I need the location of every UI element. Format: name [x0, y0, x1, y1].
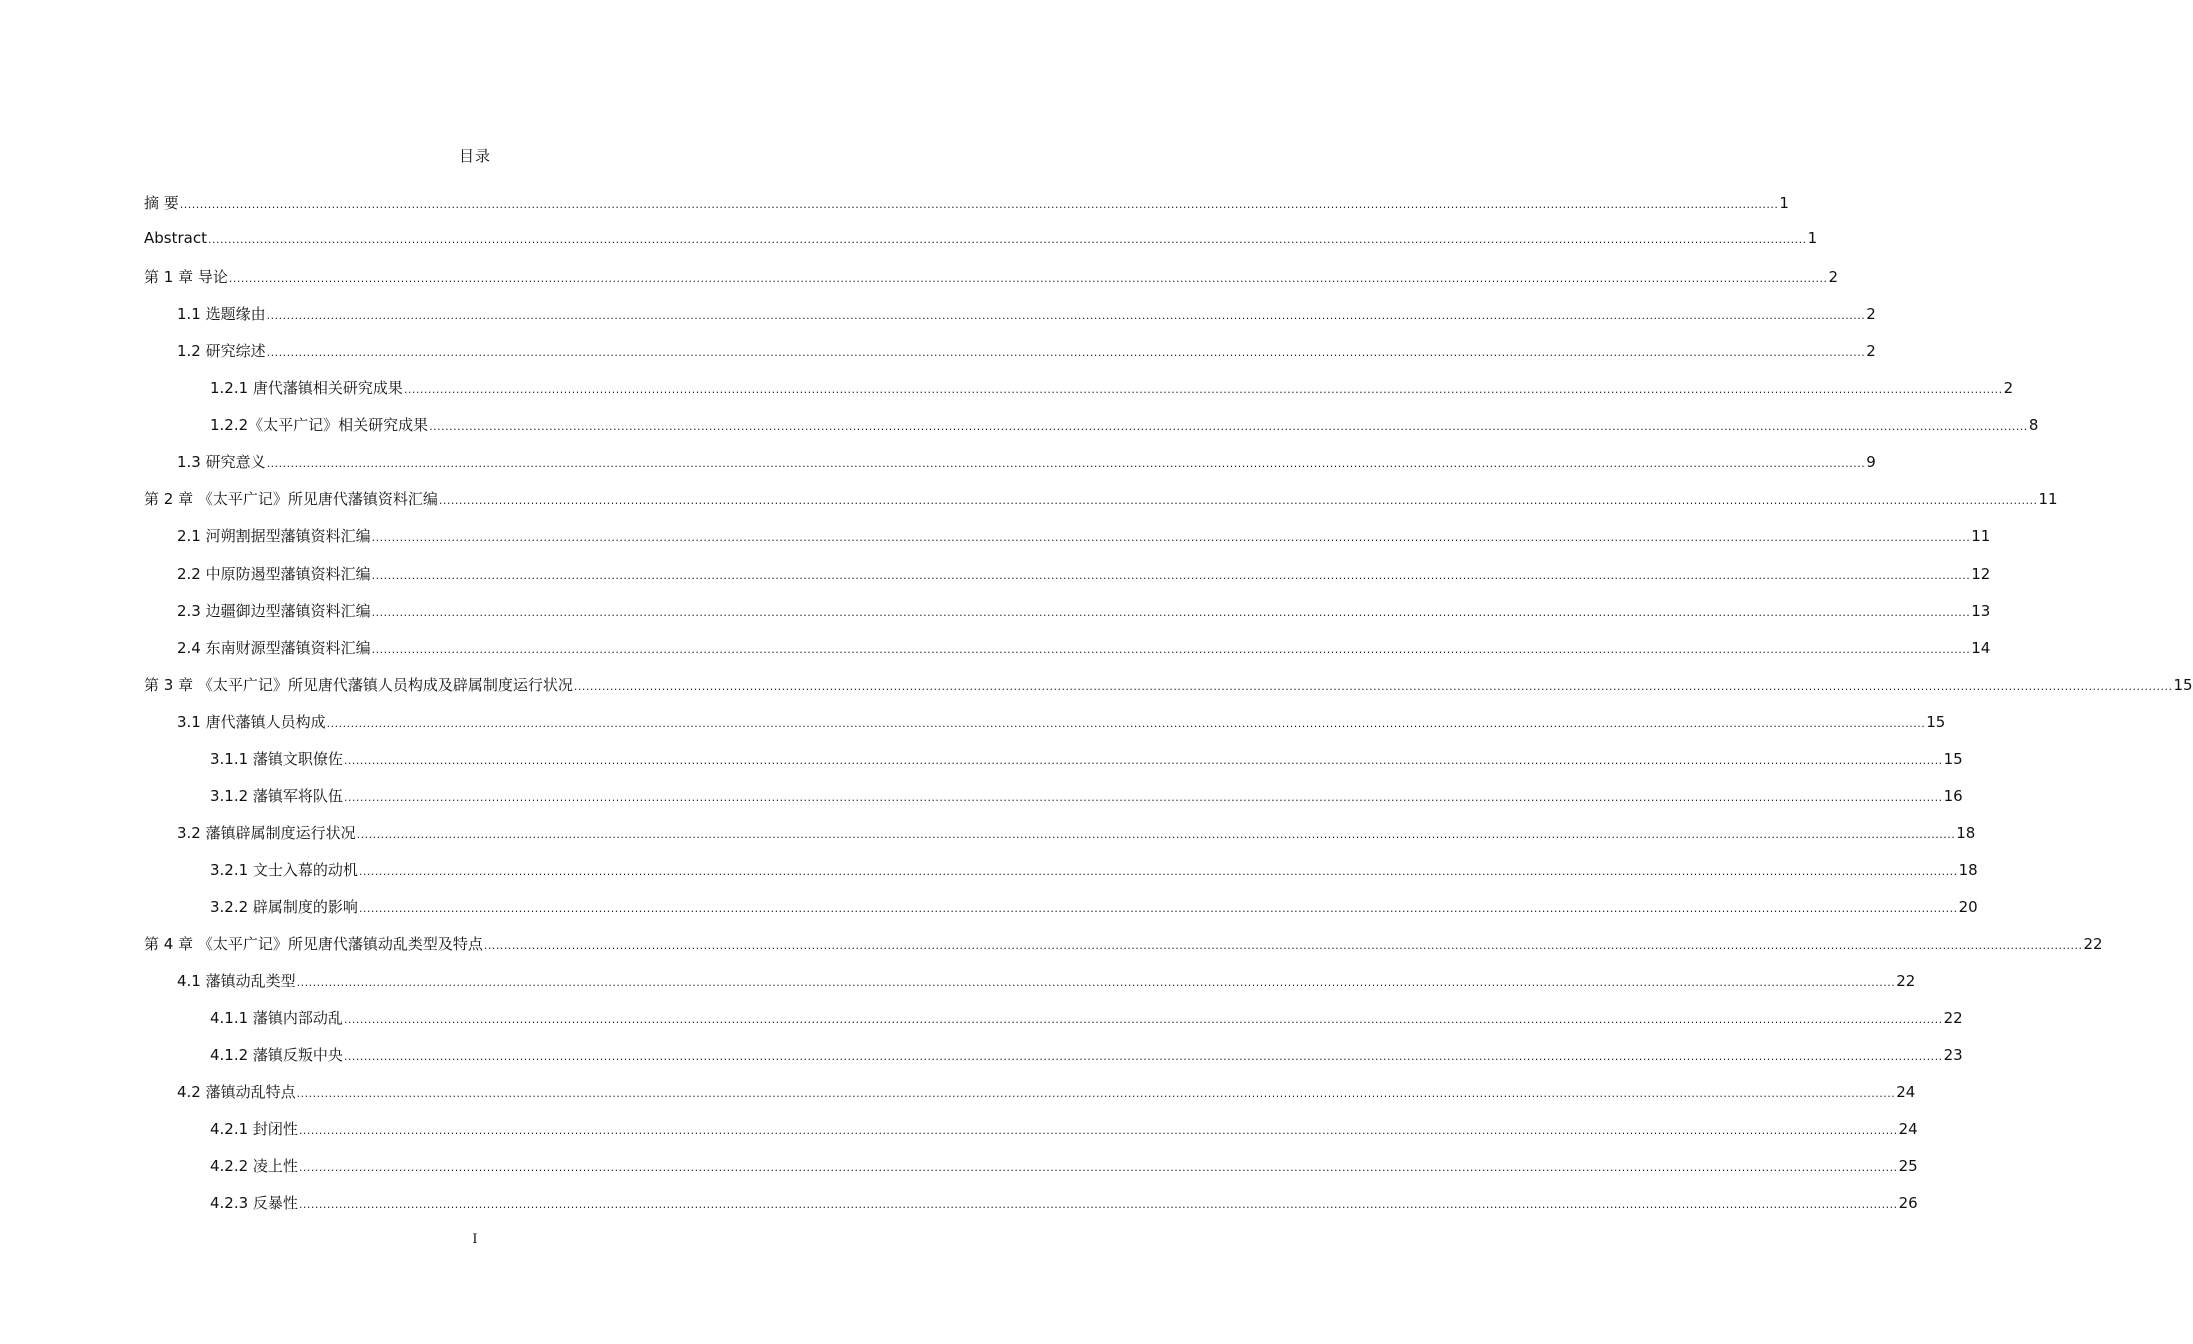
toc-dot-leader: ................................................................................................................................................................................................................................................................................................................................................................................................................	[371, 569, 1971, 582]
toc-entry[interactable]	[210, 1044, 1963, 1066]
toc-dot-leader: ................................................................................................................................................................................................................................................................................................................................................................................................................	[207, 233, 1807, 246]
toc-dot-leader: ................................................................................................................................................................................................................................................................................................................................................................................................................	[228, 272, 1828, 285]
toc-entry-page-number: 8	[2028, 416, 2039, 434]
toc-entry-page-number: 2	[1828, 268, 1839, 286]
toc-entry[interactable]	[144, 674, 2193, 696]
toc-entry-page-number: 2	[1866, 305, 1876, 323]
toc-entry[interactable]	[210, 377, 2014, 399]
toc-title: 目录	[458, 147, 491, 165]
toc-dot-leader: ................................................................................................................................................................................................................................................................................................................................................................................................................	[343, 1050, 1943, 1063]
toc-dot-leader: ................................................................................................................................................................................................................................................................................................................................................................................................................	[573, 680, 2173, 693]
toc-entry[interactable]	[210, 748, 1963, 770]
toc-entry[interactable]	[177, 563, 1991, 585]
toc-entry[interactable]	[177, 451, 1876, 473]
toc-entry-label: 3.2.2 辟属制度的影响	[210, 898, 358, 916]
toc-entry-label: 4.2.1 封闭性	[210, 1120, 298, 1138]
toc-entry[interactable]	[144, 266, 1839, 288]
toc-entry-label: 摘 要	[144, 194, 179, 212]
toc-entry[interactable]	[177, 711, 1946, 733]
toc-entry[interactable]	[210, 1192, 1918, 1214]
toc-entry[interactable]	[210, 1118, 1918, 1140]
toc-dot-leader: ................................................................................................................................................................................................................................................................................................................................................................................................................	[266, 346, 1866, 359]
toc-dot-leader: ................................................................................................................................................................................................................................................................................................................................................................................................................	[179, 198, 1779, 211]
toc-entry-label: 4.1 藩镇动乱类型	[177, 972, 296, 990]
toc-entry-page-number: 22	[2083, 935, 2103, 953]
toc-entry-label: 3.1 唐代藩镇人员构成	[177, 713, 326, 731]
toc-dot-leader: ................................................................................................................................................................................................................................................................................................................................................................................................................	[343, 754, 1943, 767]
toc-entry-label: 4.2.2 凌上性	[210, 1157, 298, 1175]
toc-entry[interactable]	[210, 1007, 1963, 1029]
toc-entry[interactable]	[177, 970, 1916, 992]
toc-entry-label: 1.2.1 唐代藩镇相关研究成果	[210, 379, 403, 397]
toc-entry-page-number: 16	[1943, 787, 1963, 805]
toc-entry-label: 2.3 边疆御边型藩镇资料汇编	[177, 602, 371, 620]
toc-entry[interactable]	[144, 192, 1789, 214]
toc-dot-leader: ................................................................................................................................................................................................................................................................................................................................................................................................................	[371, 606, 1971, 619]
toc-entry-page-number: 15	[1943, 750, 1963, 768]
toc-entry-page-number: 26	[1898, 1194, 1918, 1212]
toc-entry-label: 1.2.2《太平广记》相关研究成果	[210, 416, 429, 434]
toc-dot-leader: ................................................................................................................................................................................................................................................................................................................................................................................................................	[483, 939, 2083, 952]
toc-entry-page-number: 1	[1807, 229, 1818, 247]
toc-entry[interactable]	[144, 488, 2058, 510]
toc-entry-label: 2.1 河朔割据型藩镇资料汇编	[177, 527, 371, 545]
toc-dot-leader: ................................................................................................................................................................................................................................................................................................................................................................................................................	[371, 643, 1971, 656]
toc-entry-label: 2.2 中原防遏型藩镇资料汇编	[177, 565, 371, 583]
toc-entry[interactable]	[210, 859, 1978, 881]
toc-dot-leader: ................................................................................................................................................................................................................................................................................................................................................................................................................	[438, 494, 2038, 507]
toc-entry-label: 3.1.2 藩镇军将队伍	[210, 787, 343, 805]
page-footer-number: I	[472, 1232, 478, 1247]
toc-entry-page-number: 2	[2003, 379, 2014, 397]
toc-dot-leader: ................................................................................................................................................................................................................................................................................................................................................................................................................	[358, 865, 1958, 878]
toc-entry[interactable]	[177, 822, 1976, 844]
toc-entry[interactable]	[210, 1155, 1918, 1177]
toc-entry-label: 1.3 研究意义	[177, 453, 266, 471]
toc-entry-label: 3.2.1 文士入幕的动机	[210, 861, 358, 879]
toc-dot-leader: ................................................................................................................................................................................................................................................................................................................................................................................................................	[356, 828, 1956, 841]
toc-dot-leader: ................................................................................................................................................................................................................................................................................................................................................................................................................	[298, 1161, 1898, 1174]
toc-entry-page-number: 15	[2173, 676, 2193, 694]
toc-entry-page-number: 9	[1866, 453, 1876, 471]
toc-entry-page-number: 24	[1898, 1120, 1918, 1138]
toc-dot-leader: ................................................................................................................................................................................................................................................................................................................................................................................................................	[296, 976, 1896, 989]
toc-entry-page-number: 14	[1971, 639, 1991, 657]
toc-entry[interactable]	[177, 303, 1876, 325]
toc-dot-leader: ................................................................................................................................................................................................................................................................................................................................................................................................................	[326, 717, 1926, 730]
toc-entry-page-number: 11	[1971, 527, 1991, 545]
toc-entry[interactable]	[177, 637, 1991, 659]
toc-entry-page-number: 25	[1898, 1157, 1918, 1175]
toc-entry[interactable]	[177, 1081, 1916, 1103]
toc-entry-page-number: 22	[1943, 1009, 1963, 1027]
toc-entry-label: 第 3 章 《太平广记》所见唐代藩镇人员构成及辟属制度运行状况	[144, 676, 573, 694]
toc-entry-page-number: 13	[1971, 602, 1991, 620]
toc-entry[interactable]	[177, 525, 1991, 547]
toc-entry-page-number: 11	[2038, 490, 2058, 508]
toc-entry[interactable]	[210, 785, 1963, 807]
toc-entry[interactable]	[144, 933, 2103, 955]
toc-entry[interactable]	[144, 229, 1818, 251]
toc-entry-page-number: 22	[1896, 972, 1916, 990]
toc-dot-leader: ................................................................................................................................................................................................................................................................................................................................................................................................................	[266, 309, 1866, 322]
toc-entry-page-number: 23	[1943, 1046, 1963, 1064]
toc-entry-page-number: 2	[1866, 342, 1876, 360]
toc-entry-label: 4.2 藩镇动乱特点	[177, 1083, 296, 1101]
toc-entry-label: 3.1.1 藩镇文职僚佐	[210, 750, 343, 768]
toc-entry-label: 1.2 研究综述	[177, 342, 266, 360]
toc-entry-page-number: 15	[1926, 713, 1946, 731]
toc-entry-label: 4.1.2 藩镇反叛中央	[210, 1046, 343, 1064]
toc-dot-leader: ................................................................................................................................................................................................................................................................................................................................................................................................................	[298, 1124, 1898, 1137]
toc-dot-leader: ................................................................................................................................................................................................................................................................................................................................................................................................................	[298, 1198, 1898, 1211]
toc-entry-page-number: 12	[1971, 565, 1991, 583]
toc-entry-label: 4.2.3 反暴性	[210, 1194, 298, 1212]
toc-entry[interactable]	[210, 896, 1978, 918]
toc-dot-leader: ................................................................................................................................................................................................................................................................................................................................................................................................................	[371, 531, 1971, 544]
toc-entry-label: Abstract	[144, 229, 207, 247]
toc-entry-label: 3.2 藩镇辟属制度运行状况	[177, 824, 356, 842]
toc-dot-leader: ................................................................................................................................................................................................................................................................................................................................................................................................................	[266, 457, 1866, 470]
toc-entry-page-number: 24	[1896, 1083, 1916, 1101]
toc-entry-label: 第 1 章 导论	[144, 268, 228, 286]
toc-dot-leader: ................................................................................................................................................................................................................................................................................................................................................................................................................	[343, 791, 1943, 804]
toc-entry[interactable]	[210, 414, 2039, 436]
toc-entry-label: 1.1 选题缘由	[177, 305, 266, 323]
toc-entry-page-number: 18	[1958, 861, 1978, 879]
toc-entry-label: 第 4 章 《太平广记》所见唐代藩镇动乱类型及特点	[144, 935, 483, 953]
toc-entry-page-number: 20	[1958, 898, 1978, 916]
toc-dot-leader: ................................................................................................................................................................................................................................................................................................................................................................................................................	[343, 1013, 1943, 1026]
toc-dot-leader: ................................................................................................................................................................................................................................................................................................................................................................................................................	[358, 902, 1958, 915]
toc-entry-label: 第 2 章 《太平广记》所见唐代藩镇资料汇编	[144, 490, 438, 508]
toc-entry-label: 2.4 东南财源型藩镇资料汇编	[177, 639, 371, 657]
toc-entry[interactable]	[177, 600, 1991, 622]
toc-dot-leader: ................................................................................................................................................................................................................................................................................................................................................................................................................	[429, 420, 2028, 433]
toc-entry-label: 4.1.1 藩镇内部动乱	[210, 1009, 343, 1027]
toc-entry-page-number: 18	[1956, 824, 1976, 842]
toc-dot-leader: ................................................................................................................................................................................................................................................................................................................................................................................................................	[403, 383, 2003, 396]
toc-entry-page-number: 1	[1779, 194, 1789, 212]
toc-dot-leader: ................................................................................................................................................................................................................................................................................................................................................................................................................	[296, 1087, 1896, 1100]
toc-entry[interactable]	[177, 340, 1876, 362]
